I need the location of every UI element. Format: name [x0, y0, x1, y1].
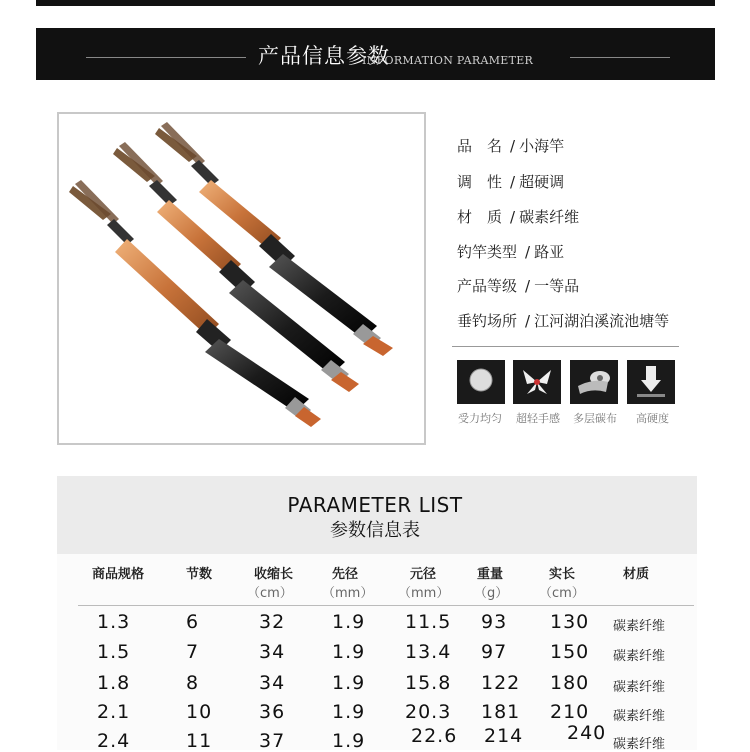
layered-carbon-icon	[570, 360, 618, 404]
table-cell: 碳素纤维	[613, 680, 666, 695]
table-cell: 22.6	[411, 725, 458, 747]
banner-line-right	[570, 57, 670, 58]
column-header: 商品规格	[92, 567, 145, 582]
spec-value: 路亚	[534, 243, 565, 261]
table-cell: 1.9	[332, 641, 366, 663]
rod-1	[69, 180, 321, 427]
table-cell: 2.4	[97, 730, 131, 752]
spec-key: 钓竿类型	[457, 243, 518, 261]
table-cell: 150	[550, 641, 590, 663]
table-cell: 11	[186, 730, 213, 752]
table-header-rule	[78, 605, 694, 606]
spec-row-name	[457, 135, 564, 156]
table-cell: 122	[481, 672, 521, 694]
table-cell: 碳素纤维	[613, 709, 666, 724]
table-cell: 34	[259, 641, 286, 663]
spec-separator: /	[525, 277, 531, 295]
spec-value: 一等品	[534, 277, 580, 295]
table-cell: 36	[259, 701, 286, 723]
column-header: 材质	[623, 567, 650, 582]
table-cell: 37	[259, 730, 286, 752]
table-cell: 1.9	[332, 672, 366, 694]
column-unit: （mm）	[398, 586, 450, 601]
column-unit: （cm）	[539, 586, 585, 601]
param-title-en: PARAMETER LIST	[287, 493, 463, 517]
table-cell: 碳素纤维	[613, 649, 666, 664]
table-cell: 1.3	[97, 611, 131, 633]
table-cell: 7	[186, 641, 200, 663]
feather-light-icon	[513, 360, 561, 404]
feature-label: 多层碳布	[573, 412, 617, 425]
column-header: 重量	[477, 567, 504, 582]
spec-separator: /	[525, 243, 531, 261]
table-cell: 130	[550, 611, 590, 633]
spec-divider	[452, 346, 679, 347]
feature-label: 受力均匀	[458, 412, 502, 425]
table-cell: 34	[259, 672, 286, 694]
param-title-cn: 参数信息表	[330, 520, 420, 541]
table-cell: 6	[186, 611, 200, 633]
param-table-area	[57, 554, 697, 750]
banner-title-en: INFORMATION PARAMETER	[362, 54, 534, 67]
table-cell: 8	[186, 672, 200, 694]
ball-pressure-icon	[457, 360, 505, 404]
table-cell: 1.8	[97, 672, 131, 694]
table-cell: 181	[481, 701, 521, 723]
table-cell: 214	[484, 725, 524, 747]
table-cell: 15.8	[405, 672, 452, 694]
spec-row-location	[457, 310, 669, 331]
table-cell: 20.3	[405, 701, 452, 723]
hardness-arrow-icon	[627, 360, 675, 404]
banner-line-left	[86, 57, 246, 58]
spec-separator: /	[510, 208, 516, 226]
spec-row-material	[457, 206, 579, 227]
spec-value: 江河湖泊溪流池塘等	[534, 312, 670, 330]
table-cell: 93	[481, 611, 508, 633]
top-bar	[36, 0, 715, 6]
table-cell: 180	[550, 672, 590, 694]
column-unit: （mm）	[322, 586, 374, 601]
table-cell: 2.1	[97, 701, 131, 723]
banner-title-cn: 产品信息参数	[258, 44, 390, 68]
column-header: 元径	[410, 567, 437, 582]
product-photo	[57, 112, 426, 445]
column-header: 先径	[332, 567, 359, 582]
column-header: 实长	[549, 567, 576, 582]
spec-row-type	[457, 241, 564, 262]
column-header: 节数	[186, 567, 213, 582]
spec-separator: /	[510, 173, 516, 191]
spec-value: 超硬调	[519, 173, 565, 191]
table-cell: 1.9	[332, 730, 366, 752]
spec-separator: /	[525, 312, 531, 330]
feature-label: 高硬度	[636, 412, 669, 425]
spec-key: 品 名	[457, 137, 503, 155]
table-cell: 1.9	[332, 611, 366, 633]
spec-row-action	[457, 171, 564, 192]
column-unit: （cm）	[247, 586, 293, 601]
table-cell: 13.4	[405, 641, 452, 663]
fishing-rods-image	[59, 114, 424, 443]
spec-value: 小海竿	[519, 137, 565, 155]
table-cell: 240	[567, 722, 607, 744]
spec-separator: /	[510, 137, 516, 155]
spec-value: 碳素纤维	[519, 208, 580, 226]
column-unit: （g）	[474, 586, 509, 601]
spec-key: 调 性	[457, 173, 503, 191]
spec-key: 垂钓场所	[457, 312, 518, 330]
table-cell: 97	[481, 641, 508, 663]
feature-label: 超轻手感	[516, 412, 560, 425]
info-banner	[36, 28, 715, 80]
table-cell: 碳素纤维	[613, 619, 666, 634]
table-cell: 10	[186, 701, 213, 723]
table-cell: 210	[550, 701, 590, 723]
column-header: 收缩长	[254, 567, 294, 582]
table-cell: 32	[259, 611, 286, 633]
table-cell: 碳素纤维	[613, 737, 666, 752]
table-cell: 1.9	[332, 701, 366, 723]
spec-key: 产品等级	[457, 277, 518, 295]
table-cell: 1.5	[97, 641, 131, 663]
spec-row-grade	[457, 275, 579, 296]
table-cell: 11.5	[405, 611, 452, 633]
spec-key: 材 质	[457, 208, 503, 226]
